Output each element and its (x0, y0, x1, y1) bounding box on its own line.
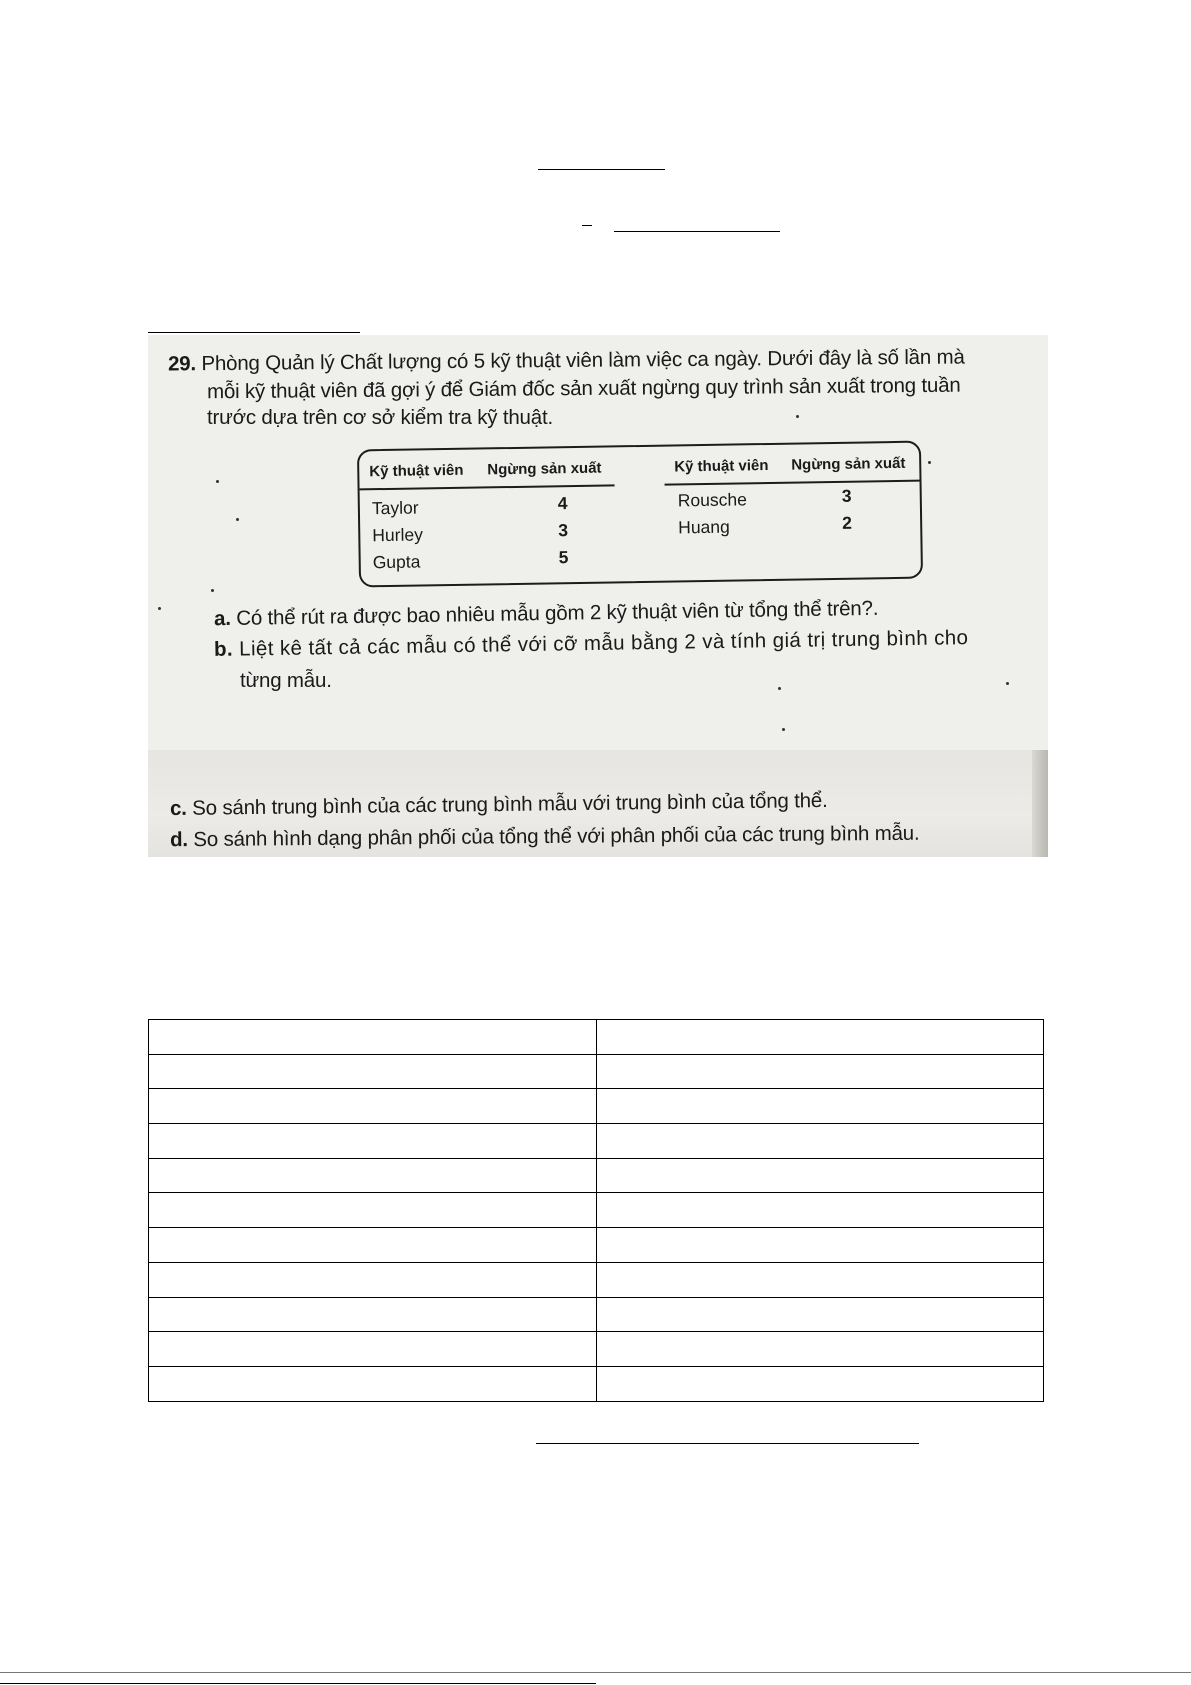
table-row (149, 1089, 1044, 1124)
table-row (149, 1054, 1044, 1089)
footer-rule (0, 1672, 1191, 1673)
table-row (149, 1262, 1044, 1297)
table-row-name: Hurley (372, 524, 424, 546)
table-row-value: 3 (841, 485, 852, 506)
scan-speck (782, 728, 785, 731)
table-cell (596, 1193, 1044, 1228)
table-row (149, 1332, 1044, 1367)
table-cell (149, 1366, 597, 1401)
scan-speck (158, 607, 161, 610)
table-cell (149, 1020, 597, 1055)
table-cell (596, 1332, 1044, 1367)
table-cell (596, 1366, 1044, 1401)
table-cell (596, 1054, 1044, 1089)
question-line-1 (168, 346, 965, 377)
table-cell (149, 1158, 597, 1193)
part-a-text: Có thể rút ra được bao nhiêu mẫu gồm 2 kỹ thuật viên từ tổng thể trên?. (236, 596, 879, 630)
table-row-name: Huang (678, 516, 730, 538)
top-rule-dash (582, 225, 592, 226)
part-c-label: c. (169, 796, 187, 821)
table-cell (149, 1297, 597, 1332)
table-row-name: Gupta (372, 551, 421, 573)
table-row (149, 1020, 1044, 1055)
table-cell (149, 1089, 597, 1124)
part-b-continuation: từng mẫu. (240, 669, 332, 692)
part-b-label: b. (213, 637, 234, 661)
table-row (149, 1124, 1044, 1159)
question-line-2: mỗi kỹ thuật viên đã gợi ý để Giám đốc sản xuất ngừng quy trình sản xuất trong tuần (206, 373, 961, 404)
scan-speck (796, 415, 799, 418)
part-a-label: a. (213, 606, 231, 631)
scan-speck (928, 461, 931, 464)
question-text-1: Phòng Quản lý Chất lượng có 5 kỹ thuật viên làm việc ca ngày. Dưới đây là số lần mà (201, 345, 965, 376)
top-rule-2 (614, 231, 780, 232)
table-cell (596, 1297, 1044, 1332)
scan-speck (236, 518, 239, 521)
table-cell (596, 1124, 1044, 1159)
table-cell (149, 1332, 597, 1367)
scan-page-edge (1032, 750, 1048, 857)
scan-speck (1006, 682, 1009, 685)
table-row-name: Rousche (677, 489, 748, 511)
table-cell (149, 1124, 597, 1159)
table-row (149, 1297, 1044, 1332)
table-header-technician-left: Kỹ thuật viên (369, 461, 464, 481)
table-row (149, 1366, 1044, 1401)
scan-speck (216, 480, 219, 483)
table-row (149, 1193, 1044, 1228)
scan-speck (211, 589, 214, 592)
technician-table (357, 441, 923, 588)
table-row (149, 1158, 1044, 1193)
scanned-problem-image (148, 335, 1048, 857)
table-cell (596, 1228, 1044, 1263)
answer-grid (148, 1019, 1044, 1402)
table-header-stops-right: Ngừng sản xuất (791, 454, 906, 474)
question-number: 29. (167, 352, 197, 376)
table-row (149, 1228, 1044, 1263)
bottom-answer-rule (536, 1443, 919, 1444)
table-row-value: 2 (842, 512, 853, 533)
part-b (214, 626, 969, 662)
table-cell (596, 1089, 1044, 1124)
part-d-label: d. (169, 828, 188, 852)
table-cell (149, 1262, 597, 1297)
part-b-text: Liệt kê tất cả các mẫu có thể với cỡ mẫu bằng 2 và tính giá trị trung bình cho (238, 626, 969, 661)
table-row-name: Taylor (371, 497, 419, 519)
table-row-value: 4 (557, 493, 568, 514)
table-header-technician-right: Kỹ thuật viên (674, 456, 769, 476)
table-cell (149, 1193, 597, 1228)
table-row-value: 3 (558, 520, 569, 541)
table-cell (596, 1158, 1044, 1193)
table-row-value: 5 (558, 547, 569, 568)
table-cell (149, 1054, 597, 1089)
part-a (214, 597, 879, 631)
part-d-text: So sánh hình dạng phân phối của tổng thể với phân phối của các trung bình mẫu. (193, 821, 920, 852)
table-cell (596, 1262, 1044, 1297)
question-line-3: trước dựa trên cơ sở kiểm tra kỹ thuật. (207, 406, 553, 429)
table-cell (596, 1020, 1044, 1055)
table-cell (149, 1228, 597, 1263)
table-header-rule-left (360, 484, 615, 490)
part-c-text: So sánh trung bình của các trung bình mẫu với trung bình của tổng thể. (192, 788, 828, 820)
table-header-stops-left: Ngừng sản xuất (487, 459, 602, 479)
section-rule (148, 332, 360, 333)
footer-rule-dark (0, 1683, 596, 1684)
scan-speck (778, 687, 781, 690)
top-rule-1 (538, 169, 665, 170)
table-header-rule-right (665, 480, 920, 486)
